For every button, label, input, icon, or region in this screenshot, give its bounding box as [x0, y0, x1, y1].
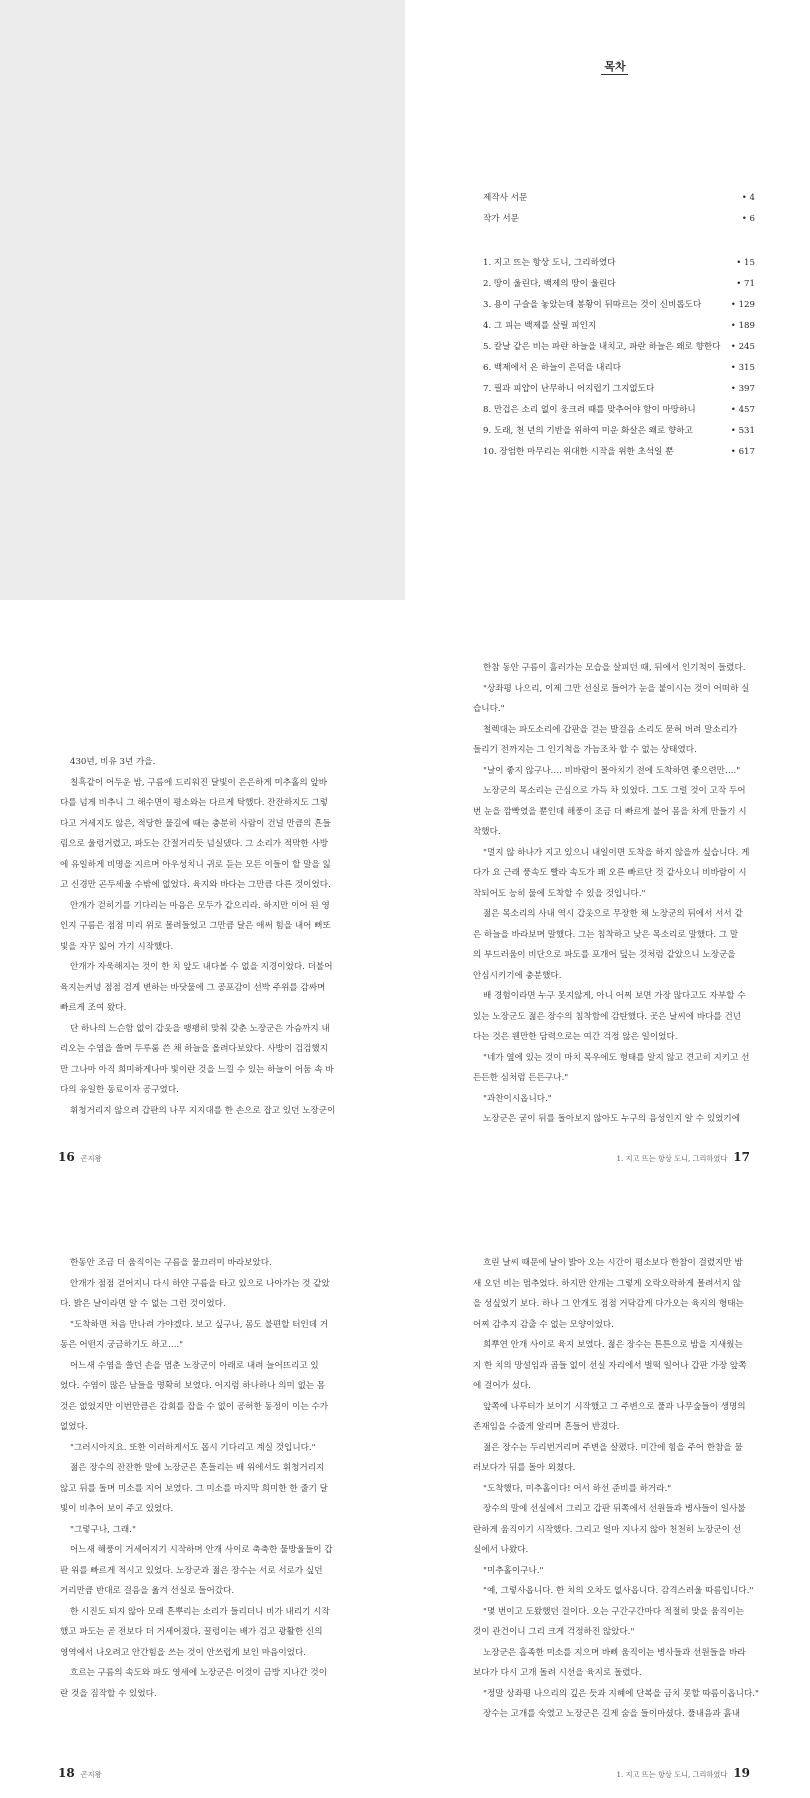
text-line: 단 하나의 느슨함 없이 갑옷을 팽팽히 맞춰 갖춘 노장군은 가슴까지 내 — [70, 1023, 330, 1034]
toc-entry-title: 작가 서문 — [483, 214, 519, 224]
body-paragraph — [60, 1019, 378, 1101]
text-line: 것은 없었지만 이번만큼은 감회를 잡을 수 없이 공허한 동정이 이는 수가 — [60, 1401, 329, 1412]
toc-entry-title: 4. 그 피는 백제를 살릴 피인지 — [483, 321, 597, 331]
text-line: "도착했다, 미추홀이다! 어서 하선 준비를 하거라." — [483, 1483, 672, 1494]
text-line: 희뿌연 안개 사이로 육지 보였다. 젊은 장수는 튼튼으로 밤을 지새웠는 — [483, 1340, 743, 1350]
text-line: 거리만큼 반대로 걸음을 옮겨 선실로 들어갔다. — [60, 1586, 235, 1596]
page-number: 18 — [58, 1766, 75, 1780]
text-line: 존재임을 수줍게 알리며 흔들어 반겼다. — [473, 1422, 620, 1432]
toc-title-underline — [601, 74, 628, 75]
text-line: 의 부드러움이 비단으로 파도를 포개어 덮는 것처럼 같았으니 노장군을 — [473, 950, 736, 960]
text-line: 휘청거리지 않으려 갑판의 나무 지지대를 한 손으로 잡고 있던 노장군이 — [70, 1105, 336, 1116]
body-paragraph — [60, 1356, 378, 1438]
toc-entry-page: • 6 — [741, 214, 755, 224]
text-line: 다가 요 근래 풍속도 빨라 속도가 꽤 오른 빠르단 것 같사오니 비바람이 시 — [473, 868, 747, 878]
page-16-body — [60, 752, 378, 1121]
text-line: "과찬이시옵니다." — [483, 1093, 552, 1104]
toc-entry-title: 5. 칼날 같은 비는 파란 하늘을 내치고, 파란 하늘은 왜로 향한다 — [483, 342, 721, 352]
body-paragraph — [473, 1438, 791, 1479]
body-paragraph — [60, 1602, 378, 1664]
toc-entry[interactable] — [483, 188, 755, 209]
toc-entry[interactable] — [483, 400, 755, 421]
text-line: 작되어도 능히 물에 도착할 수 있을 것입니다." — [473, 888, 646, 899]
blank-left-page — [0, 0, 405, 600]
text-line: 작했다. — [473, 827, 501, 837]
toc-entry-title: 제작사 서문 — [483, 193, 528, 203]
toc-entry-page: • 129 — [730, 300, 755, 310]
toc-entry[interactable] — [483, 274, 755, 295]
text-line: "몇 번이고 도왔했던 걸이다. 오는 구간구간마다 적절히 맞을 움직이는 — [483, 1606, 744, 1617]
text-line: 은 하늘을 바라보며 말했다. 그는 침착하고 낮은 목소리로 말했다. 그 말 — [473, 929, 739, 940]
page-number: 19 — [733, 1766, 750, 1780]
body-paragraph — [473, 1704, 791, 1725]
text-line: 러보다가 뒤를 돌아 외쳤다. — [473, 1463, 576, 1473]
toc-entry-title: 1. 지고 뜨는 항상 도니, 그리하였다 — [483, 258, 616, 268]
body-paragraph — [60, 896, 378, 958]
text-line: 고 신경만 곤두세울 수밖에 없었다. 육지와 바다는 그만큼 다른 것이었다. — [60, 880, 331, 890]
toc-entry[interactable] — [483, 379, 755, 400]
text-line: "도착하면 처음 만나려 가야겠다. 보고 싶구나, 몸도 불편할 터인데 거 — [70, 1319, 329, 1330]
text-line: 을 성싶었기 보다. 하나 그 안개도 점점 거닥감게 다가오는 육지의 형태는 — [473, 1299, 744, 1309]
body-paragraph — [473, 1643, 791, 1684]
folio-page-16 — [58, 1150, 108, 1164]
text-line: 새 오던 비는 멈추었다. 하지만 안개는 그렇게 오락오락하게 몰려서지 않 — [473, 1278, 742, 1289]
running-head: 곤지왕 — [80, 1770, 102, 1779]
body-paragraph — [473, 1109, 791, 1130]
text-line: 동은 어떤지 궁금하기도 하고…." — [60, 1340, 184, 1350]
toc-entry-title: 7. 필과 피얍이 난무하니 어지럽기 그지없도다 — [483, 384, 655, 394]
text-line: 않고 뒤를 돌며 미소를 지어 보였다. 그 미소를 마지막 희미한 한 줄기 달 — [60, 1483, 328, 1494]
toc-entry-page: • 315 — [730, 363, 755, 373]
body-paragraph — [60, 957, 378, 1019]
text-line: 흐르는 구름의 속도와 파도 영세에 노장군은 이것이 금방 지나간 것이 — [70, 1668, 328, 1678]
toc-entry-title: 3. 용이 구슬을 놓았는데 봉황이 뒤따르는 것이 신비롭도다 — [483, 300, 702, 310]
body-paragraph — [473, 843, 791, 905]
toc-entry[interactable] — [483, 421, 755, 442]
text-line: 든든한 심처럼 든든구나." — [473, 1073, 569, 1083]
text-line: 다. 밝은 날이라면 알 수 없는 그런 것이었다. — [60, 1299, 226, 1309]
body-paragraph — [473, 658, 791, 679]
text-line: "상좌평 나으리, 이제 그만 선실로 들어가 눈을 붙이시는 것이 어떠하 실 — [483, 683, 750, 694]
body-paragraph — [473, 761, 791, 782]
text-line: 빛을 자꾸 잃어 가기 시작했다. — [60, 941, 174, 952]
text-line: 430년, 비유 3년 가을. — [70, 757, 156, 767]
text-line: "날이 좋지 않구나…. 비바람이 몰아치기 전에 도착하면 좋으련만…." — [483, 765, 741, 776]
toc-entry-title: 9. 도래, 천 년의 기반을 위하여 미운 화살은 왜로 향하고 — [483, 426, 693, 436]
body-paragraph — [473, 1499, 791, 1561]
running-head: 1. 지고 뜨는 항상 도니, 그리하였다 — [616, 1154, 728, 1163]
toc-entry[interactable] — [483, 209, 755, 230]
toc-entry-page: • 531 — [730, 426, 755, 436]
page-number: 16 — [58, 1150, 75, 1164]
text-line: 리오는 수염을 쓸며 두루룸 쓴 채 하늘을 올려다보았다. 사방이 검검했지 — [60, 1044, 329, 1054]
text-line: 림으로 울렁거렸고, 파도는 간절거리듯 넘실댔다. 그 소리가 적막한 사방 — [60, 839, 329, 849]
text-line: 흐린 날씨 때문에 날이 밝아 오는 시간이 평소보다 한참이 걸렸지만 밤 — [483, 1258, 743, 1268]
body-paragraph — [473, 1335, 791, 1397]
text-line: "예, 그렇사옵니다. 한 치의 오차도 없사옵니다. 감격스러울 따름입니다." — [483, 1586, 754, 1596]
body-paragraph — [60, 1315, 378, 1356]
page-17-body — [473, 658, 791, 1130]
text-line: "네가 옆에 있는 것이 마치 목우에도 형태를 알지 않고 견고히 지키고 선 — [483, 1052, 750, 1063]
body-paragraph — [473, 904, 791, 986]
text-line: 안개가 점점 걷어지니 다시 하얀 구름을 타고 있으로 나아가는 것 같았 — [70, 1278, 330, 1289]
toc-entry-page: • 617 — [730, 447, 755, 457]
toc-entry[interactable] — [483, 316, 755, 337]
toc-entry-page: • 245 — [730, 342, 755, 352]
body-paragraph — [60, 1520, 378, 1541]
body-paragraph — [473, 1602, 791, 1643]
text-line: 란하게 움직이기 시작했다. 그리고 얼마 지나지 않아 천천히 노장군이 선 — [473, 1524, 742, 1535]
text-line: 실에서 나왔다. — [473, 1545, 529, 1555]
text-line: 에 유일하게 비명을 지르며 아우성치니 귀로 듣는 모든 이들이 할 말을 잃 — [60, 859, 331, 870]
toc-entry-title: 8. 만겁은 소리 없이 웅크려 때를 맞추어야 함이 마땅하니 — [483, 405, 696, 415]
body-paragraph — [60, 1663, 378, 1704]
text-line: 장수의 말에 선실에서 그리고 갑판 뒤쪽에서 선원들과 병사들이 일사불 — [483, 1504, 746, 1514]
text-line: 만 그나마 아직 희미하게나마 빛이란 것을 느낄 수 있는 하늘이 어둠 속 바 — [60, 1064, 334, 1075]
body-paragraph — [473, 986, 791, 1048]
body-paragraph — [473, 1397, 791, 1438]
toc-entry[interactable] — [483, 295, 755, 316]
toc-chapter-list — [483, 253, 755, 463]
text-line: 한동안 조금 더 움직이는 구름을 물끄러미 바라보았다. — [70, 1258, 272, 1268]
text-line: 있는 노장군도 젊은 장수의 침착함에 감탄했다. 곳은 날씨에 바다를 건넌 — [473, 1011, 742, 1022]
text-line: 젊은 장수의 잔잔한 말에 노장군은 흔들리는 배 위에서도 휘청거리지 — [70, 1463, 325, 1473]
text-line: 안개가 자욱해지는 것이 한 치 앞도 내다볼 수 없을 지경이었다. 더불어 — [70, 962, 333, 972]
text-line: 번 눈을 깜빡였을 뿐인데 해풍이 조금 더 빠르게 불어 몸을 차게 만들기 시 — [473, 806, 747, 817]
toc-entry-page: • 15 — [736, 258, 755, 268]
text-line: 한참 동안 구름이 흘러가는 모습을 살피던 때, 뒤에서 인기척이 들렸다. — [483, 663, 746, 673]
text-line: 안개가 걷히기를 기다리는 마음은 모두가 같으리라. 하지만 이어 된 영 — [70, 900, 330, 911]
body-paragraph — [473, 679, 791, 720]
running-head: 1. 지고 뜨는 항상 도니, 그리하였다 — [616, 1770, 728, 1779]
toc-entry-page: • 189 — [730, 321, 755, 331]
text-line: 인지 구름은 점점 미리 위로 몰려들었고 그만큼 달은 애써 힘을 내어 뻐또 — [60, 921, 331, 931]
text-line: 었다. 수염이 많은 남들을 명확히 보였다. 어지럼 하나하나 의미 없는 몸 — [60, 1381, 326, 1391]
toc-entry-page: • 71 — [736, 279, 755, 289]
text-line: 장수는 고개를 숙였고 노장군은 길게 숨을 들이마셨다. 풀내음과 흙내 — [483, 1709, 741, 1719]
toc-entry[interactable] — [483, 337, 755, 358]
text-line: 다고 거세지도 않은, 적당한 물길에 때는 충분히 사람이 건널 만큼의 흔들 — [60, 818, 331, 829]
text-line: 젊은 목소리의 사내 역시 갑옷으로 무장한 채 노장군의 뒤에서 서서 같 — [483, 909, 743, 919]
body-paragraph — [473, 781, 791, 843]
text-line: 없었다. — [60, 1422, 88, 1432]
page-19-body — [473, 1253, 791, 1725]
text-line: "멀지 않 하나가 지고 있으니 내일이면 도착을 하지 않을까 싶습니다. 게 — [483, 847, 750, 858]
text-line: 보다가 다시 고개 돌려 시선을 육지로 돌렸다. — [473, 1668, 642, 1678]
text-line: 노장군은 굳이 뒤를 돌아보지 않아도 누구의 음성인지 알 수 있었기에 — [483, 1114, 741, 1124]
text-line: 다를 넘게 비추니 그 해수면이 평소와는 다르게 탁했다. 잔잔하지도 그렇 — [60, 798, 329, 808]
text-line: 빛이 비추어 보이 주고 있었다. — [60, 1504, 174, 1514]
text-line: 앞쪽에 나루터가 보이기 시작했고 그 주변으로 풀과 나무숲들이 생명의 — [483, 1401, 746, 1412]
body-paragraph — [473, 1581, 791, 1602]
text-line: 칠흑같이 어두운 밤, 구름에 드리워진 달빛이 은은하게 미추홀의 앞바 — [70, 777, 328, 788]
text-line: 어느새 해풍이 거세어지기 시작하며 안개 사이로 축축한 물방울들이 갑 — [70, 1545, 333, 1555]
body-paragraph — [60, 1274, 378, 1315]
text-line: 철렉대는 파도소리에 갑판을 걷는 발걸음 소리도 묻혀 버려 말소리가 — [483, 724, 738, 735]
text-line: 지 한 치의 망설임과 곱들 없이 선실 자리에서 벌떡 일어나 갑판 가장 앞쪽 — [473, 1360, 747, 1371]
body-paragraph — [473, 1684, 791, 1705]
toc-entry-page: • 457 — [730, 405, 755, 415]
text-line: 배 경험이라면 누구 못지않게, 아니 어찌 보면 가장 많다고도 자부할 수 — [483, 991, 746, 1001]
body-paragraph — [60, 1540, 378, 1602]
folio-page-18 — [58, 1766, 108, 1780]
toc-title: 목차 — [604, 60, 626, 73]
text-line: 육지는커녕 점점 검게 변하는 바닷물에 그 공포감이 선박 주위를 감싸며 — [60, 982, 326, 993]
text-line: 판 위를 빠르게 적시고 있었다. 노장군과 젊은 장수는 서로 서로가 싶던 — [60, 1565, 323, 1576]
folio-page-17 — [610, 1150, 750, 1164]
toc-front-matter — [483, 188, 755, 230]
running-head: 곤지왕 — [80, 1154, 102, 1163]
text-line: 다는 것은 웬만한 담력으로는 여간 걱정 않은 일이었다. — [473, 1032, 678, 1042]
text-line: "그러시아지요. 또한 이러하게서도 몹시 기다리고 계실 것입니다." — [70, 1442, 316, 1453]
toc-entry-title: 6. 백제에서 온 하늘이 은덕을 내리다 — [483, 363, 622, 373]
body-paragraph — [60, 1253, 378, 1274]
text-line: 에 걸어가 섰다. — [473, 1381, 532, 1391]
body-paragraph — [473, 720, 791, 761]
text-line: 들리기 전까지는 그 인기척을 가늠조차 할 수 없는 상태였다. — [473, 745, 697, 755]
text-line: 안심시키기에 충분했다. — [473, 970, 562, 981]
body-paragraph — [60, 1101, 378, 1122]
body-paragraph — [473, 1089, 791, 1110]
text-line: 노장군의 목소리는 근심으로 가득 차 있었다. 그도 그럴 것이 고작 두어 — [483, 786, 746, 796]
body-paragraph — [60, 773, 378, 896]
page-18-body — [60, 1253, 378, 1704]
text-line: 란 것을 짐작할 수 있었다. — [60, 1688, 157, 1699]
text-line: 영역에서 나오려고 안간힘을 쓰는 것이 안쓰럽게 보인 마음이었다. — [60, 1647, 306, 1658]
toc-entry[interactable] — [483, 442, 755, 463]
body-paragraph — [473, 1048, 791, 1089]
toc-entry-title: 2. 땅이 울린다, 백제의 땅이 울린다 — [483, 279, 616, 289]
toc-entry-page: • 397 — [730, 384, 755, 394]
toc-entry[interactable] — [483, 253, 755, 274]
text-line: "정말 상좌평 나으리의 깊은 듯과 지혜에 단복을 금치 못할 따름이옵니다." — [483, 1688, 759, 1699]
folio-page-19 — [610, 1766, 750, 1780]
text-line: 노장군은 흡족한 미소를 지으며 바삐 움직이는 병사들과 선원들을 바라 — [483, 1647, 746, 1658]
text-line: 어느새 수염을 쓸던 손을 멈춘 노장군이 아래로 내려 늘어뜨리고 있 — [70, 1360, 319, 1371]
text-line: 다의 유일한 동료이자 공구였다. — [60, 1085, 179, 1095]
text-line: 젊은 장수는 두리번거리며 주변을 살폈다. 미간에 힘을 주어 한참을 물 — [483, 1442, 743, 1453]
text-line: 했고 파도는 곧 전보다 더 거세어졌다. 꿀렁이는 배가 검고 광활한 신의 — [60, 1627, 323, 1637]
text-line: 습니다." — [473, 704, 505, 714]
body-paragraph — [60, 752, 378, 773]
text-line: 한 시진도 되지 않아 모래 흔뿌리는 소리가 들리더니 비가 내리기 시작 — [70, 1606, 330, 1617]
body-paragraph — [60, 1458, 378, 1520]
text-line: "그렇구나, 그래." — [70, 1524, 136, 1535]
text-line: 빠르게 조여 왔다. — [60, 1003, 127, 1013]
page-number: 17 — [733, 1150, 750, 1164]
body-paragraph — [473, 1253, 791, 1335]
text-line: 어찌 감추지 감출 수 없는 모양이었다. — [473, 1319, 614, 1330]
text-line: 것이 관건이니 그리 크게 걱정하진 않았다." — [473, 1627, 635, 1637]
body-paragraph — [473, 1561, 791, 1582]
toc-entry-page: • 4 — [741, 193, 755, 203]
body-paragraph — [473, 1479, 791, 1500]
body-paragraph — [60, 1438, 378, 1459]
text-line: "미추홀이구나." — [483, 1565, 544, 1576]
toc-entry[interactable] — [483, 358, 755, 379]
toc-entry-title: 10. 장엄한 마무리는 위대한 시작을 위한 초석일 뿐 — [483, 447, 674, 457]
